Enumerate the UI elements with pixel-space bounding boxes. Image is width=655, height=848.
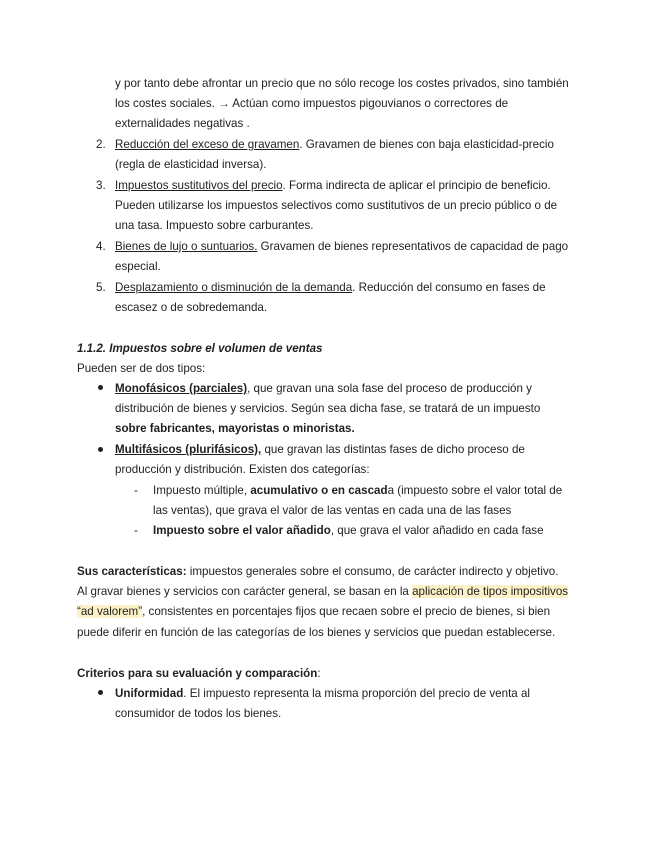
item-title: Bienes de lujo o suntuarios. <box>115 240 258 253</box>
paragraph-line: Pueden utilizarse los impuestos selectivos como sustitutivos de un precio público o de <box>115 199 558 212</box>
item-title: Desplazamiento o disminución de la demanda <box>115 281 353 294</box>
list-item: Impuesto múltiple, acumulativo o en cascada (impuesto sobre el valor total de <box>153 484 563 497</box>
paragraph-line: especial. <box>115 260 161 273</box>
list-item: Desplazamiento o disminución de la demanda. Reducción del consumo en fases de <box>115 281 546 294</box>
paragraph-line: sobre fabricantes, mayoristas o minoristas. <box>115 422 355 435</box>
bullet-icon <box>98 447 103 452</box>
bullet-icon <box>98 690 103 695</box>
paragraph-line: Sus características: impuestos generales sobre el consumo, de carácter indirecto y objetivo. <box>77 565 559 578</box>
paragraph-line: una tasa. Impuesto sobre carburantes. <box>115 219 314 232</box>
dash-marker: - <box>134 524 138 537</box>
list-item: Multifásicos (plurifásicos), que gravan las distintas fases de dicho proceso de <box>115 443 525 456</box>
paragraph-line: Pueden ser de dos tipos: <box>77 362 206 375</box>
list-item: Uniformidad. El impuesto representa la misma proporción del precio de venta al <box>115 687 530 700</box>
bullet-icon <box>98 385 103 390</box>
paragraph-line: externalidades negativas . <box>115 117 250 130</box>
list-item: Impuesto sobre el valor añadido, que grava el valor añadido en cada fase <box>153 524 544 537</box>
section-heading: 1.1.2. Impuestos sobre el volumen de ventas <box>77 342 323 355</box>
paragraph-line: (regla de elasticidad inversa). <box>115 158 267 171</box>
item-title: Impuestos sustitutivos del precio <box>115 179 283 192</box>
paragraph-line: las ventas), que grava el valor de las ventas en cada una de las fases <box>153 504 512 517</box>
list-item: Bienes de lujo o suntuarios. Gravamen de bienes representativos de capacidad de pago <box>115 240 569 253</box>
list-item: Monofásicos (parciales), que gravan una sola fase del proceso de producción y <box>115 382 532 395</box>
paragraph-line: consumidor de todos los bienes. <box>115 707 282 720</box>
paragraph-line: escasez o de sobredemanda. <box>115 301 268 314</box>
item-title: Reducción del exceso de gravamen <box>115 138 300 151</box>
list-number: 5. <box>96 281 106 294</box>
list-number: 4. <box>96 240 106 253</box>
paragraph-line: puede diferir en función de las categorías de los bienes y servicios que puedan establecerse. <box>77 626 556 639</box>
paragraph-line: distribución de bienes y servicios. Según sea dicha fase, se tratará de un impuesto <box>115 402 541 415</box>
list-number: 2. <box>96 138 106 151</box>
list-item: Reducción del exceso de gravamen. Gravamen de bienes con baja elasticidad-precio <box>115 138 554 151</box>
paragraph-line: “ad valorem”, consistentes en porcentajes fijos que recaen sobre el precio de bienes, si bien <box>77 605 551 618</box>
highlighted-text: aplicación de tipos impositivos <box>412 585 569 598</box>
paragraph-line: Criterios para su evaluación y comparación: <box>77 667 321 680</box>
paragraph-line: los costes sociales. → Actúan como impuestos pigouvianos o correctores de <box>115 97 509 110</box>
list-item: Impuestos sustitutivos del precio. Forma indirecta de aplicar el principio de beneficio. <box>115 179 551 192</box>
paragraph-line: y por tanto debe afrontar un precio que no sólo recoge los costes privados, sino también <box>115 77 569 90</box>
highlighted-text: “ad valorem” <box>77 605 143 618</box>
paragraph-line: producción y distribución. Existen dos categorías: <box>115 463 370 476</box>
paragraph-line: Al gravar bienes y servicios con carácter general, se basan en la aplicación de tipos impositivos <box>77 585 569 598</box>
list-number: 3. <box>96 179 106 192</box>
dash-marker: - <box>134 484 138 497</box>
